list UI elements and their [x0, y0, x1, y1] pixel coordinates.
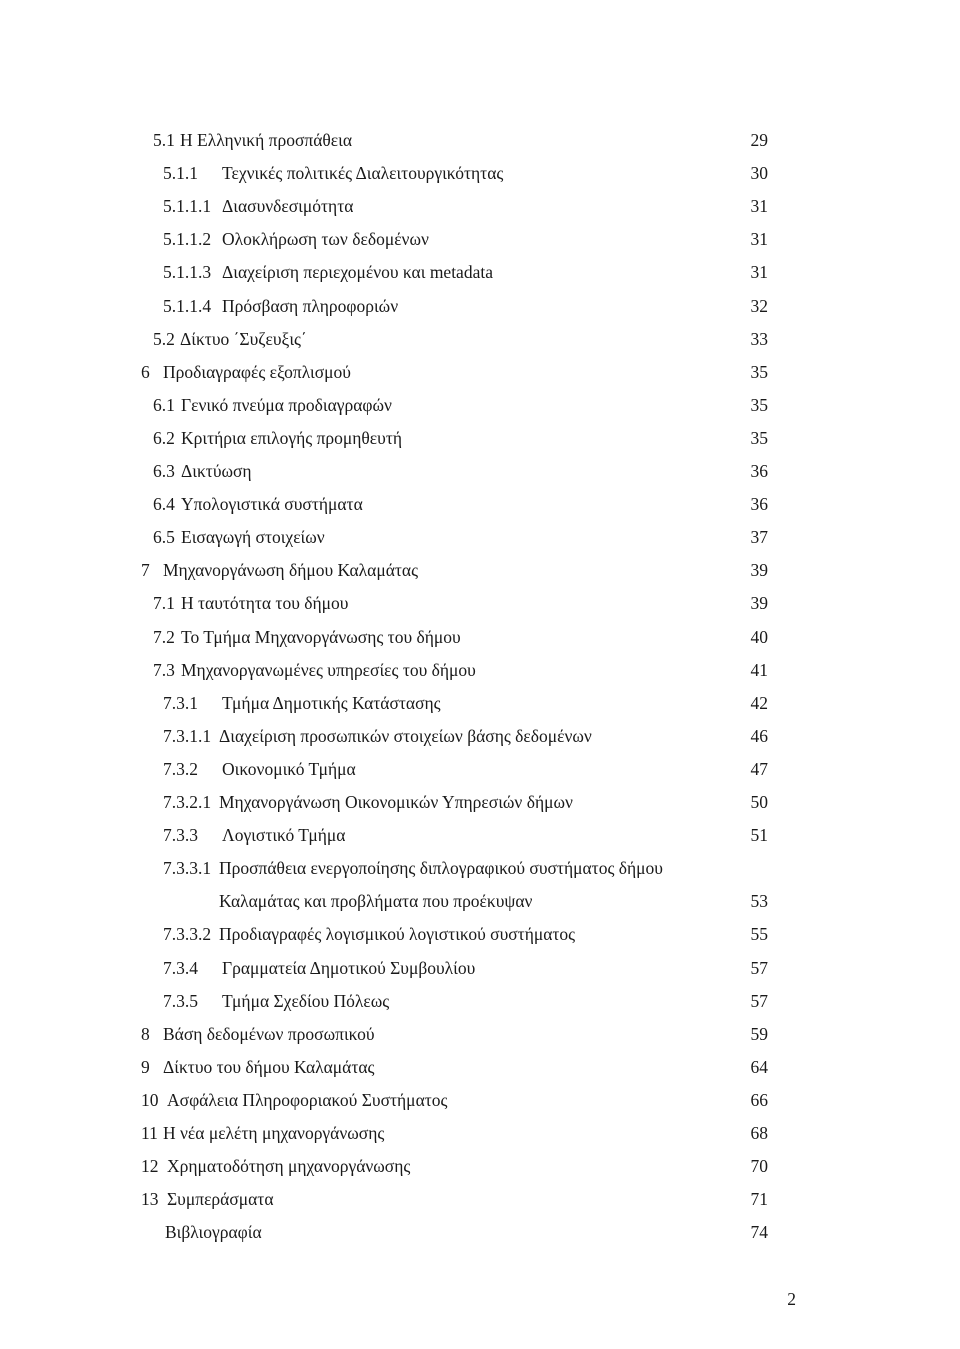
toc-entry-number: 5.1.1.2: [163, 229, 212, 250]
toc-entry: [0, 1085, 960, 1115]
toc-entry: [0, 324, 960, 354]
toc-entry: [0, 754, 960, 784]
toc-entry-number: 7.3: [153, 659, 175, 680]
toc-entry: [0, 224, 960, 254]
toc-entry-number: 7.1: [153, 593, 175, 614]
toc-entry-number: 6.5: [153, 527, 175, 548]
toc-entry: [0, 953, 960, 983]
toc-entry-number: 12: [141, 1156, 159, 1177]
toc-entry-title: Προδιαγραφές εξοπλισμού: [163, 361, 351, 382]
toc-entry-page: 35: [750, 361, 768, 382]
toc-entry-page: 51: [750, 825, 768, 846]
toc-entry-page: 36: [750, 461, 768, 481]
toc-entry-page: 74: [750, 1222, 768, 1243]
toc-entry: [0, 853, 960, 883]
toc-entry: [0, 886, 960, 916]
toc-entry-title: Λογιστικό Τμήμα: [222, 825, 346, 846]
toc-entry-page: 29: [750, 130, 768, 150]
toc-entry-title: Μηχανοργάνωση δήμου Καλαμάτας: [163, 560, 419, 581]
toc-entry-page: 57: [750, 990, 768, 1011]
toc-entry-title: Προδιαγραφές λογισμικού λογιστικού συστήματος: [219, 924, 576, 945]
toc-entry-title: Πρόσβαση πληροφοριών: [222, 295, 399, 316]
toc-entry: [0, 1118, 960, 1148]
toc-entry-page: 39: [750, 593, 768, 614]
toc-entry-page: 64: [750, 1056, 768, 1077]
toc-entry-title: Οικονομικό Τμήμα: [222, 758, 356, 779]
toc-entry: [0, 721, 960, 751]
toc-entry-title: Ολοκλήρωση των δεδομένων: [222, 229, 429, 250]
toc-entry-page: 42: [750, 692, 768, 713]
toc-entry: [0, 191, 960, 221]
toc-entry-title: Βιβλιογραφία: [165, 1222, 262, 1243]
toc-entry-title: Διασυνδεσιμότητα: [222, 196, 354, 217]
toc-entry: [0, 291, 960, 321]
toc-entry: [0, 125, 960, 155]
toc-entry-page: 71: [750, 1189, 768, 1210]
toc-entry-title: Κριτήρια επιλογής προμηθευτή: [181, 427, 402, 448]
toc-entry: [0, 787, 960, 817]
toc-entry-title: Χρηματοδότηση μηχανοργάνωσης: [167, 1156, 411, 1177]
toc-entry-number: 7: [141, 560, 150, 581]
toc-entry-title: Βάση δεδομένων προσωπικού: [163, 1023, 375, 1044]
toc-entry-number: 5.1: [153, 130, 175, 150]
toc-entry-number: 5.2: [153, 328, 175, 349]
toc-entry-number: 11: [141, 1123, 158, 1143]
toc-entry-page: 39: [750, 560, 768, 581]
toc-entry-number: 5.1.1.1: [163, 196, 212, 217]
toc-entry-page: 37: [750, 527, 768, 548]
toc-entry: [0, 390, 960, 420]
toc-entry-title: Η νέα μελέτη μηχανοργάνωσης: [163, 1123, 385, 1143]
toc-entry-page: 36: [750, 494, 768, 515]
toc-entry: [0, 522, 960, 552]
toc-entry-page: 68: [750, 1123, 768, 1143]
toc-entry: [0, 1052, 960, 1082]
toc-entry-title: Τεχνικές πολιτικές Διαλειτουργικότητας: [222, 163, 504, 184]
toc-entry-number: 7.3.3.1: [163, 858, 212, 879]
toc-entry: [0, 688, 960, 718]
toc-entry-page: 35: [750, 394, 768, 415]
toc-entry-title: Υπολογιστικά συστήματα: [181, 494, 363, 515]
toc-entry-number: 7.3.3.2: [163, 924, 212, 945]
toc-entry-title: Γενικό πνεύμα προδιαγραφών: [181, 394, 392, 415]
toc-entry-title: Καλαμάτας και προβλήματα που προέκυψαν: [219, 891, 533, 912]
toc-entry-title: Μηχανοργάνωση Οικονομικών Υπηρεσιών δήμων: [219, 792, 573, 812]
toc-entry: [0, 588, 960, 618]
toc-entry-number: 8: [141, 1023, 150, 1044]
toc-entry-title: Εισαγωγή στοιχείων: [181, 527, 325, 548]
toc-entry-title: Δικτύωση: [181, 461, 252, 481]
toc-entry-page: 59: [750, 1023, 768, 1044]
page-number: 2: [787, 1289, 796, 1309]
toc-entry-number: 5.1.1: [163, 163, 198, 184]
toc-entry: [0, 456, 960, 486]
toc-entry-title: Προσπάθεια ενεργοποίησης διπλογραφικού συστήματος δήμου: [219, 858, 663, 879]
toc-entry-number: 6.3: [153, 461, 175, 481]
toc-entry: [0, 820, 960, 850]
toc-entry-page: 57: [750, 957, 768, 978]
toc-entry-page: 31: [750, 262, 768, 283]
toc-entry-page: 46: [750, 725, 768, 746]
toc-entry-number: 6.1: [153, 394, 175, 415]
toc-entry: [0, 1019, 960, 1049]
toc-entry-number: 6: [141, 361, 150, 382]
toc-entry-page: 53: [750, 891, 768, 912]
toc-entry-page: 33: [750, 328, 768, 349]
toc-entry-number: 7.3.2: [163, 758, 198, 779]
toc-entry: [0, 622, 960, 652]
toc-entry: [0, 1151, 960, 1181]
toc-entry-title: Το Τμήμα Μηχανοργάνωσης του δήμου: [181, 626, 461, 647]
toc-entry-title: Συμπεράσματα: [167, 1189, 274, 1210]
toc-entry-title: Η Ελληνική προσπάθεια: [180, 130, 353, 150]
toc-entry-page: 66: [750, 1089, 768, 1110]
toc-entry-page: 31: [750, 196, 768, 217]
toc-entry-number: 6.4: [153, 494, 175, 515]
toc-entry-title: Διαχείριση περιεχομένου και metadata: [222, 262, 493, 283]
toc-entry-number: 7.3.2.1: [163, 792, 212, 812]
toc-entry-title: Τμήμα Σχεδίου Πόλεως: [222, 990, 390, 1011]
toc-entry: [0, 1184, 960, 1214]
toc-entry-number: 7.3.1.1: [163, 725, 212, 746]
toc-entry-number: 7.3.5: [163, 990, 198, 1011]
toc-entry: [0, 986, 960, 1016]
toc-entry-title: Η ταυτότητα του δήμου: [181, 593, 349, 614]
toc-entry-number: 13: [141, 1189, 159, 1210]
toc-entry-title: Ασφάλεια Πληροφοριακού Συστήματος: [167, 1089, 448, 1110]
toc-entry-number: 7.3.3: [163, 825, 198, 846]
toc-entry: [0, 555, 960, 585]
toc-entry-page: 47: [750, 758, 768, 779]
toc-entry: [0, 919, 960, 949]
toc-entry-number: 9: [141, 1056, 150, 1077]
toc-entry: [0, 257, 960, 287]
toc-entry-title: Μηχανοργανωμένες υπηρεσίες του δήμου: [181, 659, 476, 680]
toc-entry: [0, 357, 960, 387]
toc-entry-title: Δίκτυο ΄Συζευξις΄: [180, 328, 307, 349]
toc-entry-number: 5.1.1.4: [163, 295, 212, 316]
toc-entry-number: 5.1.1.3: [163, 262, 212, 283]
toc-entry-page: 35: [750, 427, 768, 448]
toc-entry-title: Γραμματεία Δημοτικού Συμβουλίου: [222, 957, 476, 978]
toc-entry: [0, 489, 960, 519]
toc-entry-number: 7.2: [153, 626, 175, 647]
toc-entry-page: 55: [750, 924, 768, 945]
toc-entry-page: 30: [750, 163, 768, 184]
toc-entry-page: 41: [750, 659, 768, 680]
toc-entry-number: 6.2: [153, 427, 175, 448]
toc-entry-page: 32: [750, 295, 768, 316]
toc-entry-page: 70: [750, 1156, 768, 1177]
toc-entry: [0, 1217, 960, 1247]
toc-entry-number: 7.3.4: [163, 957, 198, 978]
toc-entry-number: 10: [141, 1089, 159, 1110]
toc-entry: [0, 158, 960, 188]
toc-entry-page: 31: [750, 229, 768, 250]
toc-entry-page: 50: [750, 792, 768, 812]
toc-entry-title: Δίκτυο του δήμου Καλαμάτας: [163, 1056, 375, 1077]
toc-entry-page: 40: [750, 626, 768, 647]
toc-entry: [0, 655, 960, 685]
toc-entry-title: Διαχείριση προσωπικών στοιχείων βάσης δεδομένων: [219, 725, 592, 746]
toc-entry-number: 7.3.1: [163, 692, 198, 713]
toc-entry: [0, 423, 960, 453]
toc-entry-title: Τμήμα Δημοτικής Κατάστασης: [222, 692, 441, 713]
